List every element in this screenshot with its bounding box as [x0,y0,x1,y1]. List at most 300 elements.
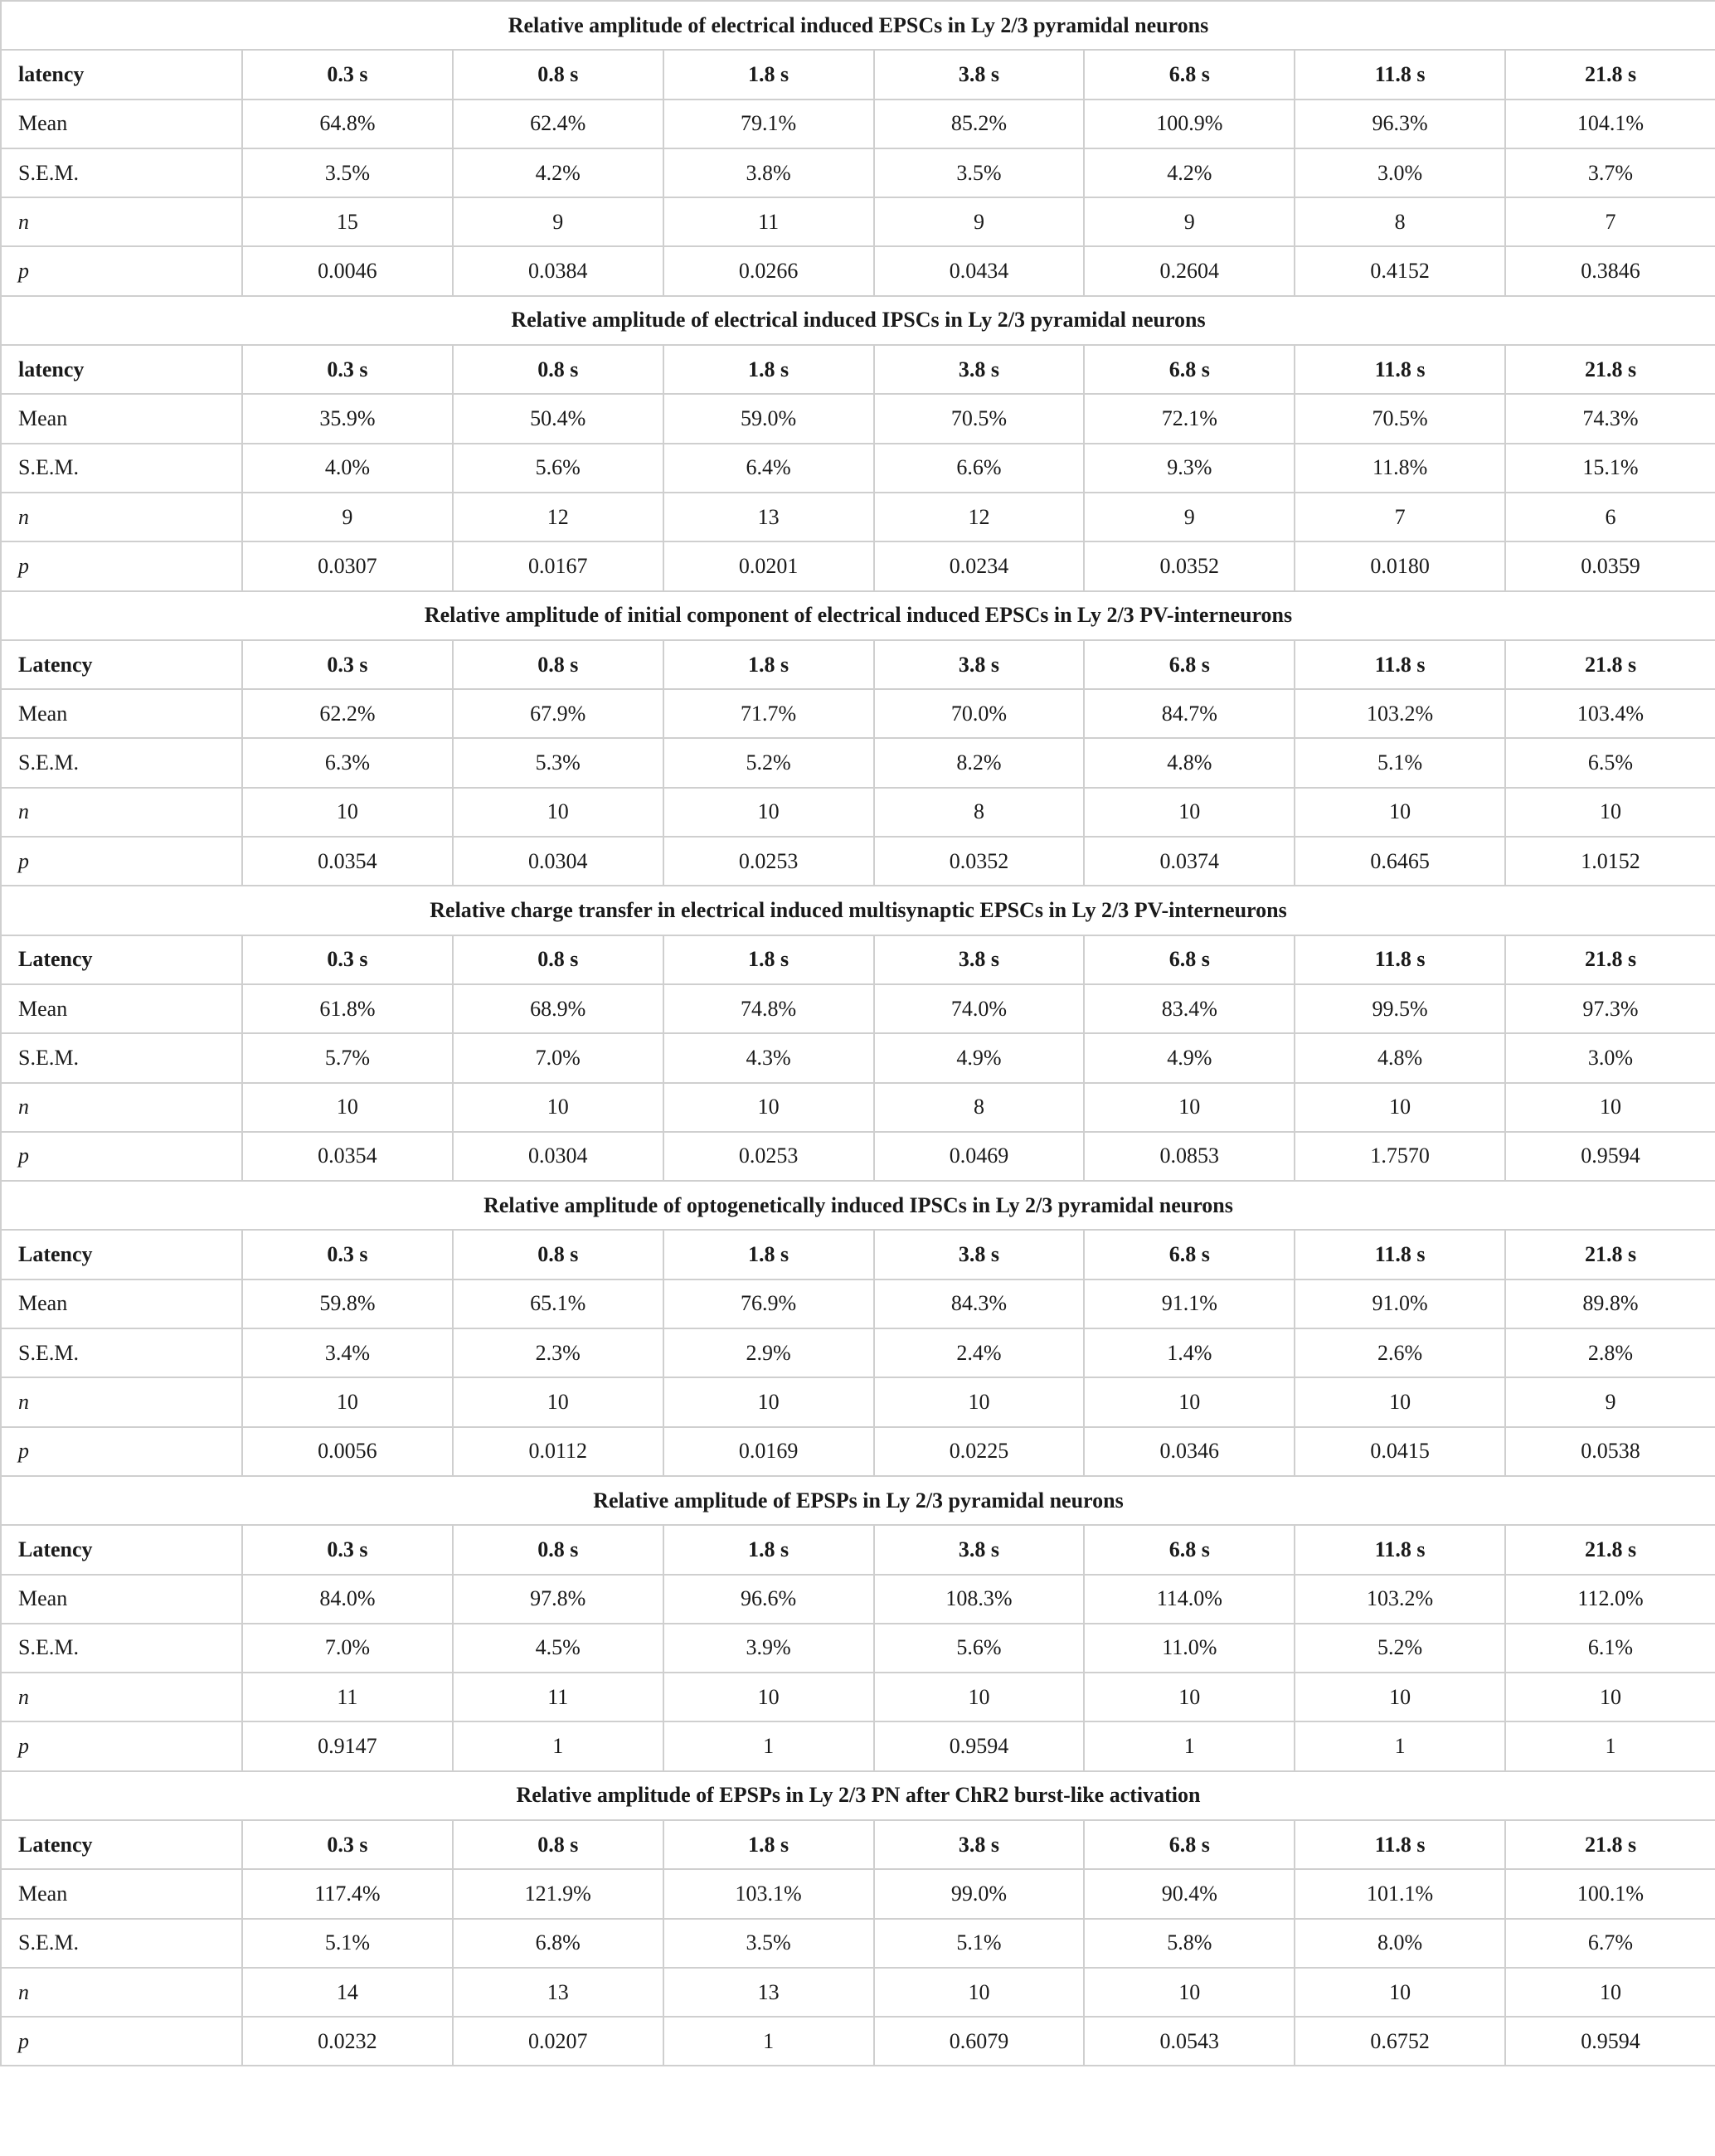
table-cell: 0.0304 [453,837,663,886]
table-cell: 6.8% [453,1919,663,1968]
table-cell: 0.9594 [1505,1132,1715,1181]
row-label: S.E.M. [1,1328,242,1377]
table-cell: 5.6% [453,444,663,493]
latency-header: latency [1,50,242,99]
latency-column-header: 6.8 s [1084,935,1295,984]
table-cell: 121.9% [453,1869,663,1918]
table-cell: 0.9147 [242,1721,453,1770]
table-cell: 10 [242,788,453,837]
table-cell: 8 [1295,197,1505,246]
table-cell: 6 [1505,493,1715,541]
latency-column-header: 1.8 s [663,1820,874,1869]
table-cell: 12 [874,493,1085,541]
table-cell: 74.8% [663,984,874,1033]
table-cell: 0.0167 [453,541,663,590]
latency-column-header: 11.8 s [1295,50,1505,99]
table-cell: 7 [1295,493,1505,541]
section-title-row [1,1771,1715,1820]
table-cell: 0.0354 [242,1132,453,1181]
table-cell: 0.0415 [1295,1427,1505,1476]
table-cell: 90.4% [1084,1869,1295,1918]
latency-column-header: 3.8 s [874,50,1085,99]
section-title: Relative amplitude of electrical induced EPSCs in Ly 2/3 pyramidal neurons [1,1,1715,50]
table-cell: 67.9% [453,689,663,738]
table-cell: 61.8% [242,984,453,1033]
latency-column-header: 1.8 s [663,1230,874,1279]
table-cell: 1.4% [1084,1328,1295,1377]
latency-column-header: 1.8 s [663,345,874,394]
table-cell: 1 [453,1721,663,1770]
header-row [1,1820,1715,1869]
table-cell: 104.1% [1505,100,1715,148]
table-row [1,1869,1715,1918]
table-row [1,1083,1715,1132]
section-title-row [1,591,1715,640]
row-label: n [1,1377,242,1426]
table-cell: 4.9% [874,1033,1085,1082]
table-cell: 5.1% [1295,738,1505,787]
latency-column-header: 0.3 s [242,1525,453,1574]
table-cell: 1.0152 [1505,837,1715,886]
table-cell: 0.2604 [1084,246,1295,295]
table-cell: 3.0% [1295,148,1505,197]
row-label: Mean [1,1575,242,1624]
table-cell: 0.0374 [1084,837,1295,886]
row-label: p [1,246,242,295]
row-label: p [1,541,242,590]
table-row [1,1280,1715,1328]
table-cell: 6.4% [663,444,874,493]
table-cell: 0.0307 [242,541,453,590]
latency-column-header: 3.8 s [874,1230,1085,1279]
table-cell: 3.8% [663,148,874,197]
table-row [1,1624,1715,1673]
table-cell: 0.9594 [1505,2017,1715,2066]
table-cell: 7 [1505,197,1715,246]
table-cell: 65.1% [453,1280,663,1328]
section-title-row [1,1476,1715,1525]
table-row [1,1328,1715,1377]
row-label: p [1,837,242,886]
latency-column-header: 6.8 s [1084,50,1295,99]
row-label: Mean [1,1280,242,1328]
latency-header: Latency [1,1525,242,1574]
row-label: p [1,1721,242,1770]
table-row [1,1721,1715,1770]
table-cell: 10 [1505,1968,1715,2017]
section-title-row [1,1,1715,50]
latency-column-header: 1.8 s [663,935,874,984]
table-cell: 9 [1505,1377,1715,1426]
table-cell: 2.6% [1295,1328,1505,1377]
latency-column-header: 6.8 s [1084,1230,1295,1279]
section-title: Relative amplitude of EPSPs in Ly 2/3 pyramidal neurons [1,1476,1715,1525]
table-cell: 103.2% [1295,1575,1505,1624]
table-cell: 85.2% [874,100,1085,148]
table-row [1,493,1715,541]
table-cell: 3.0% [1505,1033,1715,1082]
row-label: n [1,788,242,837]
latency-column-header: 1.8 s [663,640,874,689]
latency-column-header: 0.8 s [453,345,663,394]
table-cell: 12 [453,493,663,541]
table-row [1,1033,1715,1082]
table-row [1,1427,1715,1476]
latency-column-header: 3.8 s [874,345,1085,394]
table-cell: 10 [242,1083,453,1132]
row-label: Mean [1,394,242,443]
table-cell: 103.1% [663,1869,874,1918]
table-cell: 9 [453,197,663,246]
table-cell: 0.0207 [453,2017,663,2066]
table-cell: 5.2% [1295,1624,1505,1673]
latency-column-header: 11.8 s [1295,935,1505,984]
table-cell: 10 [1505,788,1715,837]
latency-column-header: 11.8 s [1295,640,1505,689]
section-title-row [1,1181,1715,1230]
table-cell: 6.3% [242,738,453,787]
table-cell: 5.6% [874,1624,1085,1673]
table-cell: 0.0046 [242,246,453,295]
latency-column-header: 3.8 s [874,640,1085,689]
row-label: Mean [1,100,242,148]
table-cell: 9 [242,493,453,541]
section-title: Relative amplitude of initial component of electrical induced EPSCs in Ly 2/3 PV-interneurons [1,591,1715,640]
section-title-row [1,886,1715,935]
table-cell: 0.9594 [874,1721,1085,1770]
table-cell: 70.5% [874,394,1085,443]
latency-column-header: 0.3 s [242,1820,453,1869]
table-row [1,1673,1715,1721]
table-cell: 0.0234 [874,541,1085,590]
table-cell: 0.0469 [874,1132,1085,1181]
header-row [1,640,1715,689]
latency-column-header: 21.8 s [1505,640,1715,689]
table-cell: 70.5% [1295,394,1505,443]
table-cell: 0.0112 [453,1427,663,1476]
table-cell: 6.1% [1505,1624,1715,1673]
table-cell: 8 [874,1083,1085,1132]
table-cell: 8.0% [1295,1919,1505,1968]
table-cell: 0.0434 [874,246,1085,295]
table-cell: 6.7% [1505,1919,1715,1968]
table-cell: 0.0346 [1084,1427,1295,1476]
table-cell: 0.0232 [242,2017,453,2066]
table-cell: 4.8% [1295,1033,1505,1082]
latency-column-header: 0.3 s [242,935,453,984]
table-cell: 10 [663,1083,874,1132]
table-cell: 0.0169 [663,1427,874,1476]
table-row [1,984,1715,1033]
table-cell: 8 [874,788,1085,837]
table-cell: 74.0% [874,984,1085,1033]
table-cell: 5.2% [663,738,874,787]
table-cell: 97.3% [1505,984,1715,1033]
row-label: S.E.M. [1,738,242,787]
table-cell: 10 [1084,1083,1295,1132]
latency-column-header: 0.8 s [453,640,663,689]
table-cell: 10 [874,1377,1085,1426]
table-cell: 10 [453,1083,663,1132]
table-cell: 70.0% [874,689,1085,738]
table-cell: 1.7570 [1295,1132,1505,1181]
row-label: Mean [1,689,242,738]
latency-header: Latency [1,640,242,689]
table-cell: 0.0056 [242,1427,453,1476]
table-cell: 5.7% [242,1033,453,1082]
table-cell: 6.5% [1505,738,1715,787]
table-cell: 96.3% [1295,100,1505,148]
table-row [1,1132,1715,1181]
table-cell: 0.0266 [663,246,874,295]
latency-column-header: 21.8 s [1505,935,1715,984]
table-cell: 112.0% [1505,1575,1715,1624]
table-cell: 0.0253 [663,837,874,886]
section-title-row [1,296,1715,345]
row-label: S.E.M. [1,1624,242,1673]
table-cell: 3.9% [663,1624,874,1673]
header-row [1,935,1715,984]
table-cell: 100.9% [1084,100,1295,148]
table-cell: 2.8% [1505,1328,1715,1377]
table-cell: 2.3% [453,1328,663,1377]
latency-header: Latency [1,1230,242,1279]
section-title: Relative charge transfer in electrical induced multisynaptic EPSCs in Ly 2/3 PV-interneurons [1,886,1715,935]
table-cell: 0.0352 [874,837,1085,886]
table-cell: 4.2% [453,148,663,197]
row-label: n [1,197,242,246]
table-cell: 0.6079 [874,2017,1085,2066]
header-row [1,1230,1715,1279]
row-label: S.E.M. [1,1919,242,1968]
latency-header: Latency [1,935,242,984]
header-row [1,50,1715,99]
table-cell: 4.0% [242,444,453,493]
table-cell: 62.4% [453,100,663,148]
table-cell: 13 [663,1968,874,2017]
row-label: Mean [1,1869,242,1918]
table-cell: 5.1% [874,1919,1085,1968]
section-title: Relative amplitude of optogenetically induced IPSCs in Ly 2/3 pyramidal neurons [1,1181,1715,1230]
table-cell: 9 [874,197,1085,246]
table-cell: 3.5% [874,148,1085,197]
table-cell: 72.1% [1084,394,1295,443]
latency-column-header: 11.8 s [1295,1820,1505,1869]
table-cell: 10 [1084,788,1295,837]
table-cell: 100.1% [1505,1869,1715,1918]
latency-column-header: 3.8 s [874,1820,1085,1869]
row-label: n [1,1968,242,2017]
table-cell: 7.0% [242,1624,453,1673]
table-cell: 59.0% [663,394,874,443]
table-row [1,1377,1715,1426]
table-cell: 10 [1295,1377,1505,1426]
results-table-body [1,1,1715,2066]
latency-column-header: 6.8 s [1084,1525,1295,1574]
table-row [1,788,1715,837]
latency-header: latency [1,345,242,394]
latency-column-header: 3.8 s [874,935,1085,984]
latency-column-header: 0.8 s [453,1230,663,1279]
table-cell: 7.0% [453,1033,663,1082]
table-cell: 9 [1084,197,1295,246]
table-cell: 99.0% [874,1869,1085,1918]
table-cell: 4.8% [1084,738,1295,787]
table-cell: 0.4152 [1295,246,1505,295]
table-cell: 5.3% [453,738,663,787]
latency-column-header: 1.8 s [663,50,874,99]
table-cell: 1 [663,1721,874,1770]
latency-column-header: 3.8 s [874,1525,1085,1574]
section-title: Relative amplitude of EPSPs in Ly 2/3 PN after ChR2 burst-like activation [1,1771,1715,1820]
row-label: S.E.M. [1,148,242,197]
table-cell: 10 [1295,1673,1505,1721]
latency-column-header: 0.3 s [242,50,453,99]
table-cell: 83.4% [1084,984,1295,1033]
table-cell: 14 [242,1968,453,2017]
table-cell: 3.5% [663,1919,874,1968]
latency-column-header: 1.8 s [663,1525,874,1574]
table-cell: 10 [1505,1673,1715,1721]
table-cell: 103.4% [1505,689,1715,738]
latency-column-header: 0.3 s [242,345,453,394]
table-cell: 0.6752 [1295,2017,1505,2066]
table-cell: 8.2% [874,738,1085,787]
table-cell: 10 [874,1968,1085,2017]
table-cell: 10 [242,1377,453,1426]
table-row [1,1919,1715,1968]
table-row [1,1968,1715,2017]
table-row [1,541,1715,590]
table-cell: 97.8% [453,1575,663,1624]
table-cell: 79.1% [663,100,874,148]
table-cell: 0.0253 [663,1132,874,1181]
table-cell: 71.7% [663,689,874,738]
table-cell: 6.6% [874,444,1085,493]
latency-column-header: 21.8 s [1505,1230,1715,1279]
table-cell: 11 [242,1673,453,1721]
row-label: p [1,2017,242,2066]
table-cell: 0.0853 [1084,1132,1295,1181]
table-cell: 15.1% [1505,444,1715,493]
row-label: S.E.M. [1,444,242,493]
latency-column-header: 11.8 s [1295,1525,1505,1574]
table-cell: 10 [1084,1673,1295,1721]
table-cell: 5.8% [1084,1919,1295,1968]
table-cell: 0.0359 [1505,541,1715,590]
latency-column-header: 21.8 s [1505,1820,1715,1869]
table-cell: 84.0% [242,1575,453,1624]
table-cell: 11 [663,197,874,246]
table-cell: 4.9% [1084,1033,1295,1082]
table-row [1,197,1715,246]
table-cell: 91.0% [1295,1280,1505,1328]
table-cell: 9 [1084,493,1295,541]
latency-column-header: 0.8 s [453,50,663,99]
table-cell: 5.1% [242,1919,453,1968]
table-cell: 4.5% [453,1624,663,1673]
table-row [1,100,1715,148]
latency-column-header: 11.8 s [1295,345,1505,394]
latency-column-header: 0.8 s [453,1820,663,1869]
latency-column-header: 21.8 s [1505,1525,1715,1574]
table-row [1,246,1715,295]
row-label: n [1,1083,242,1132]
table-cell: 10 [874,1673,1085,1721]
table-cell: 0.0201 [663,541,874,590]
table-cell: 0.0384 [453,246,663,295]
table-cell: 96.6% [663,1575,874,1624]
row-label: n [1,493,242,541]
table-row [1,1575,1715,1624]
table-cell: 10 [453,1377,663,1426]
table-cell: 1 [663,2017,874,2066]
table-cell: 101.1% [1295,1869,1505,1918]
header-row [1,1525,1715,1574]
table-cell: 13 [453,1968,663,2017]
table-cell: 35.9% [242,394,453,443]
table-cell: 0.0180 [1295,541,1505,590]
table-cell: 84.3% [874,1280,1085,1328]
table-cell: 2.4% [874,1328,1085,1377]
row-label: Mean [1,984,242,1033]
row-label: p [1,1132,242,1181]
table-cell: 10 [1295,788,1505,837]
latency-column-header: 0.3 s [242,1230,453,1279]
latency-column-header: 21.8 s [1505,345,1715,394]
table-cell: 74.3% [1505,394,1715,443]
latency-column-header: 0.8 s [453,935,663,984]
table-cell: 0.0225 [874,1427,1085,1476]
table-cell: 91.1% [1084,1280,1295,1328]
table-row [1,689,1715,738]
table-cell: 0.0304 [453,1132,663,1181]
table-cell: 11 [453,1673,663,1721]
header-row [1,345,1715,394]
latency-column-header: 0.3 s [242,640,453,689]
row-label: n [1,1673,242,1721]
table-cell: 4.3% [663,1033,874,1082]
latency-column-header: 0.8 s [453,1525,663,1574]
table-cell: 9.3% [1084,444,1295,493]
table-cell: 89.8% [1505,1280,1715,1328]
table-cell: 50.4% [453,394,663,443]
latency-column-header: 6.8 s [1084,640,1295,689]
table-cell: 1 [1295,1721,1505,1770]
table-cell: 10 [663,788,874,837]
table-cell: 2.9% [663,1328,874,1377]
table-cell: 62.2% [242,689,453,738]
table-cell: 0.3846 [1505,246,1715,295]
table-cell: 103.2% [1295,689,1505,738]
row-label: S.E.M. [1,1033,242,1082]
table-cell: 11.0% [1084,1624,1295,1673]
table-cell: 68.9% [453,984,663,1033]
latency-column-header: 21.8 s [1505,50,1715,99]
table-cell: 13 [663,493,874,541]
table-cell: 10 [453,788,663,837]
table-cell: 11.8% [1295,444,1505,493]
table-cell: 108.3% [874,1575,1085,1624]
table-cell: 84.7% [1084,689,1295,738]
table-row [1,148,1715,197]
table-cell: 0.0543 [1084,2017,1295,2066]
latency-column-header: 6.8 s [1084,345,1295,394]
table-row [1,394,1715,443]
table-cell: 114.0% [1084,1575,1295,1624]
table-row [1,444,1715,493]
table-cell: 10 [1505,1083,1715,1132]
